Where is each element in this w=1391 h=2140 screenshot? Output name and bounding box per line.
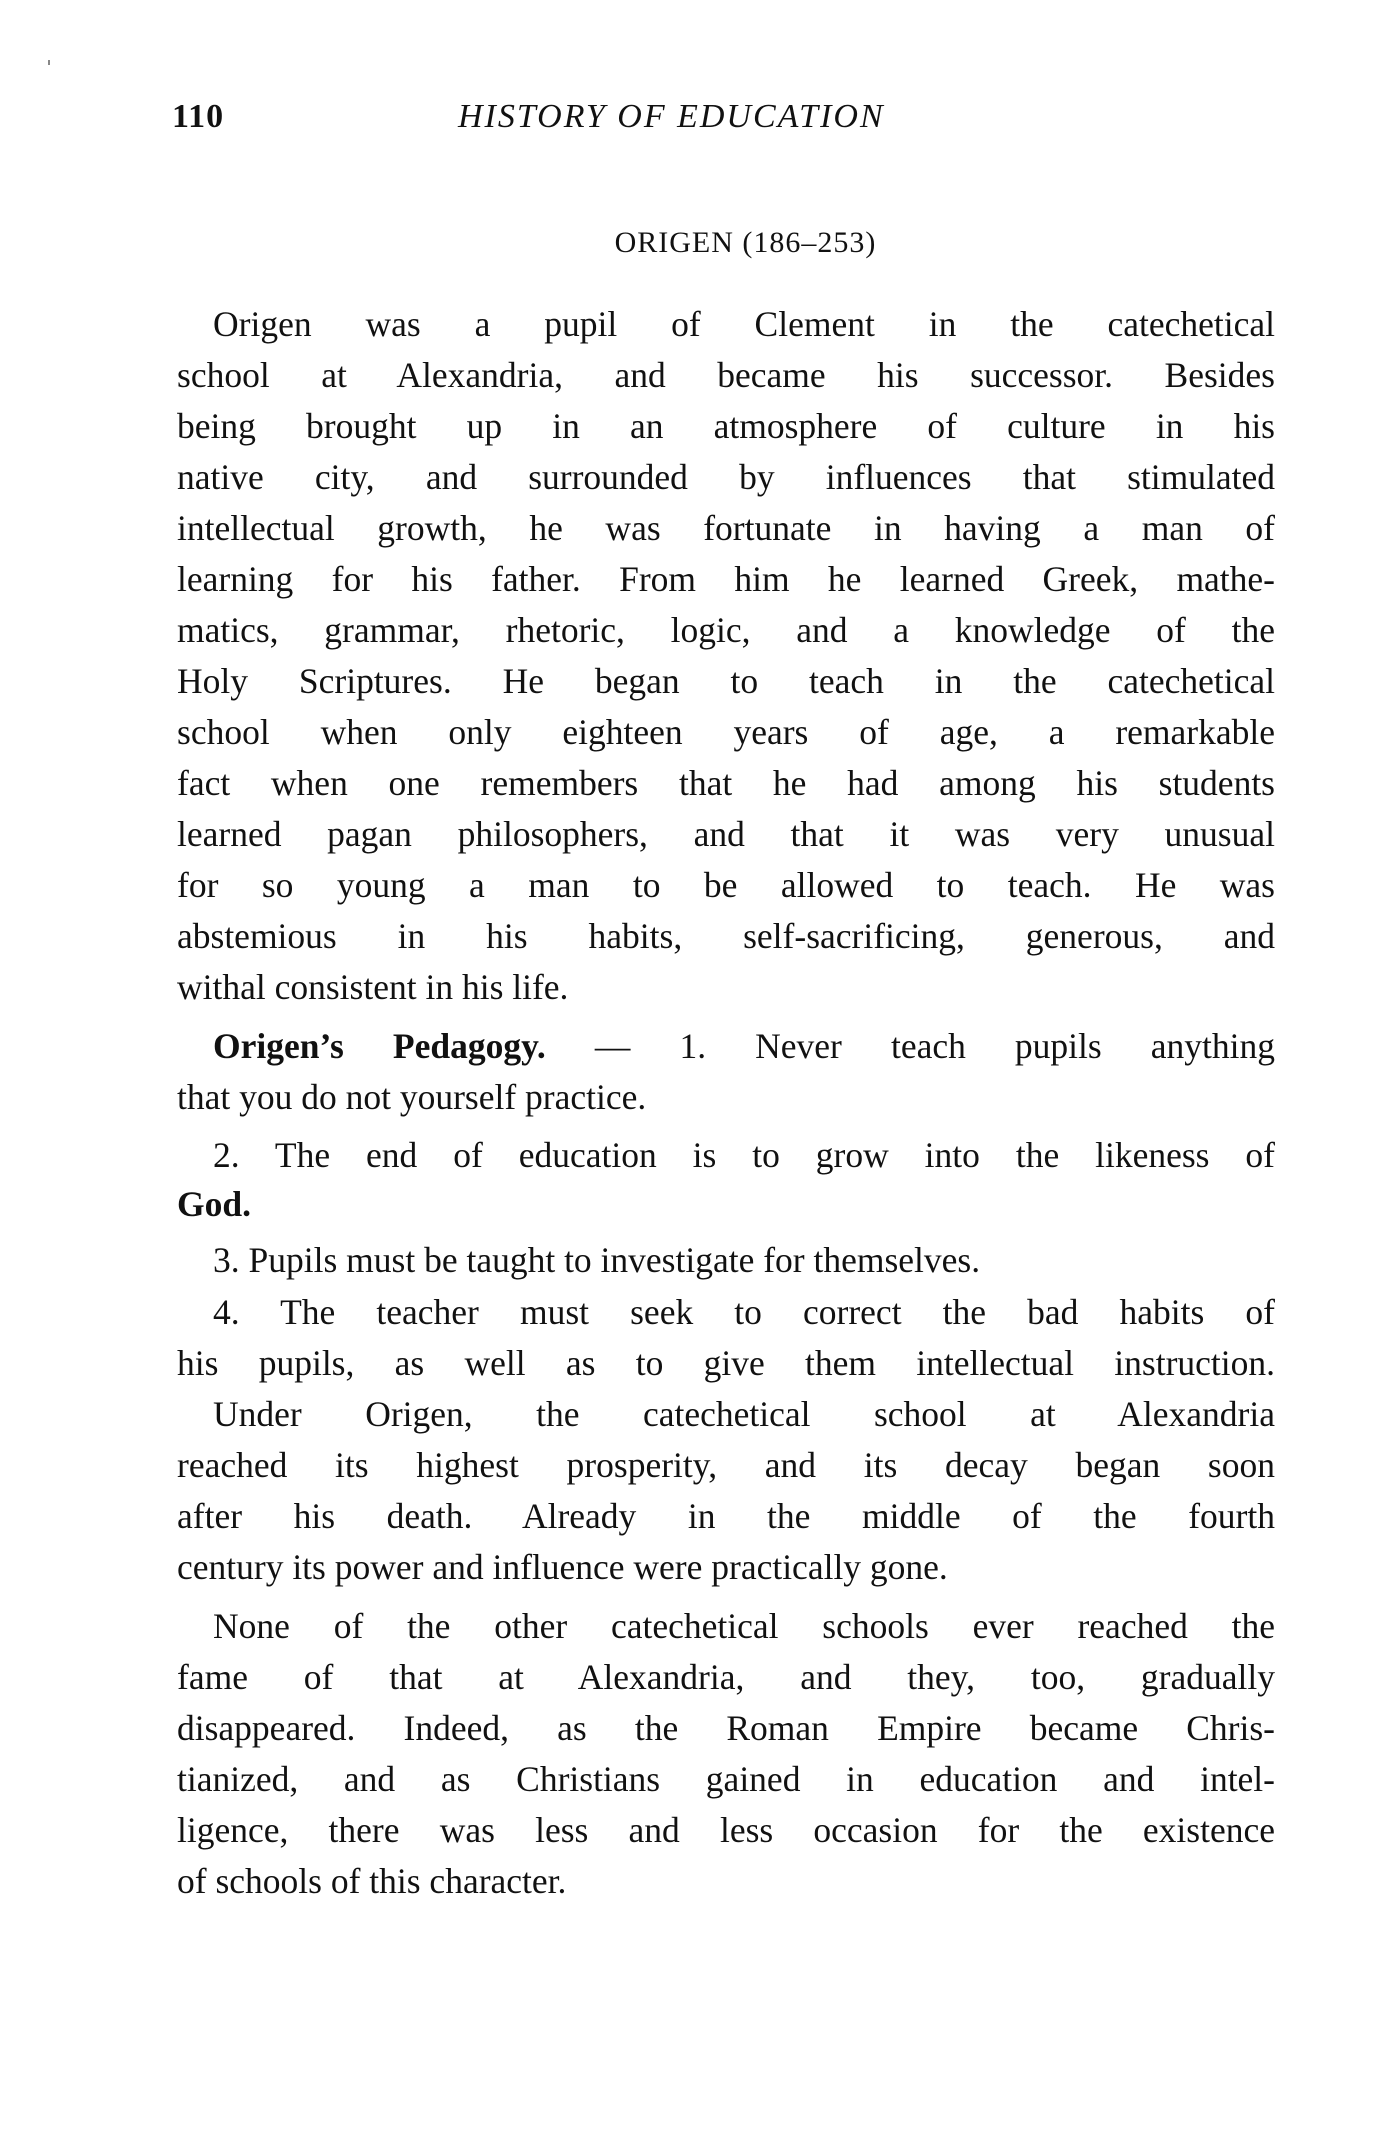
page-number: 110	[172, 98, 225, 135]
text-line: of schools of this character.	[177, 1861, 567, 1901]
text-line: fact when one remembers that he had among his students	[177, 763, 1275, 803]
running-title: HISTORY OF EDUCATION	[458, 98, 885, 135]
text-line: native city, and surrounded by influences that stimulated	[177, 457, 1275, 497]
text-line: learned pagan philosophers, and that it was very unusual	[177, 814, 1275, 854]
text-line: withal consistent in his life.	[177, 967, 569, 1007]
item-number: 3.	[213, 1240, 240, 1280]
text-line: disappeared. Indeed, as the Roman Empire became Chris-	[177, 1708, 1275, 1748]
text-line: his pupils, as well as to give them intellectual instruction.	[177, 1343, 1275, 1383]
text-line: being brought up in an atmosphere of culture in his	[177, 406, 1275, 446]
item-number: 4.	[213, 1292, 240, 1332]
section-title-text: ORIGEN (186–253)	[614, 226, 877, 259]
pedagogy-heading: Origen’s Pedagogy.	[213, 1026, 546, 1066]
pedagogy-item-4-line	[177, 1290, 1275, 1334]
text-line: school when only eighteen years of age, a remarkable	[177, 712, 1275, 752]
text-line: Under Origen, the catechetical school at Alexandria	[213, 1394, 1275, 1434]
text-line: after his death. Already in the middle of the fourth	[177, 1496, 1275, 1536]
text-line: None of the other catechetical schools ever reached the	[213, 1606, 1275, 1646]
pedagogy-item-1-line	[177, 1024, 1275, 1068]
text-line: intellectual growth, he was fortunate in having a man of	[177, 508, 1275, 548]
text-line: learning for his father. From him he learned Greek, mathe-	[177, 559, 1275, 599]
pedagogy-item-2-line	[177, 1133, 1275, 1177]
section-title	[0, 226, 1391, 260]
text-line: school at Alexandria, and became his successor. Besides	[177, 355, 1275, 395]
item-text: Pupils must be taught to investigate for themselves.	[248, 1240, 981, 1280]
item-text: Never teach pupils anything	[755, 1026, 1276, 1066]
text-line: Holy Scriptures. He began to teach in the catechetical	[177, 661, 1275, 701]
text-line: Origen was a pupil of Clement in the catechetical	[213, 304, 1275, 344]
running-head	[172, 98, 1282, 142]
scan-speck	[48, 60, 50, 65]
text-line: abstemious in his habits, self-sacrificing, generous, and	[177, 916, 1275, 956]
text-line: God.	[177, 1184, 251, 1224]
item-text: The teacher must seek to correct the bad habits of	[280, 1292, 1275, 1332]
text-line: century its power and influence were practically gone.	[177, 1547, 948, 1587]
item-number: 1.	[679, 1026, 707, 1066]
text-line: matics, grammar, rhetoric, logic, and a knowledge of the	[177, 610, 1275, 650]
item-text: The end of education is to grow into the likeness of	[274, 1135, 1276, 1175]
text-line: that you do not yourself practice.	[177, 1077, 647, 1117]
pedagogy-item-3-line	[177, 1238, 1275, 1282]
text-line: ligence, there was less and less occasion for the existence	[177, 1810, 1275, 1850]
text-line: tianized, and as Christians gained in education and intel-	[177, 1759, 1275, 1799]
em-dash: —	[594, 1026, 631, 1066]
item-number: 2.	[213, 1135, 240, 1175]
text-line: reached its highest prosperity, and its decay began soon	[177, 1445, 1275, 1485]
text-line: for so young a man to be allowed to teach. He was	[177, 865, 1275, 905]
text-line: fame of that at Alexandria, and they, too, gradually	[177, 1657, 1275, 1697]
